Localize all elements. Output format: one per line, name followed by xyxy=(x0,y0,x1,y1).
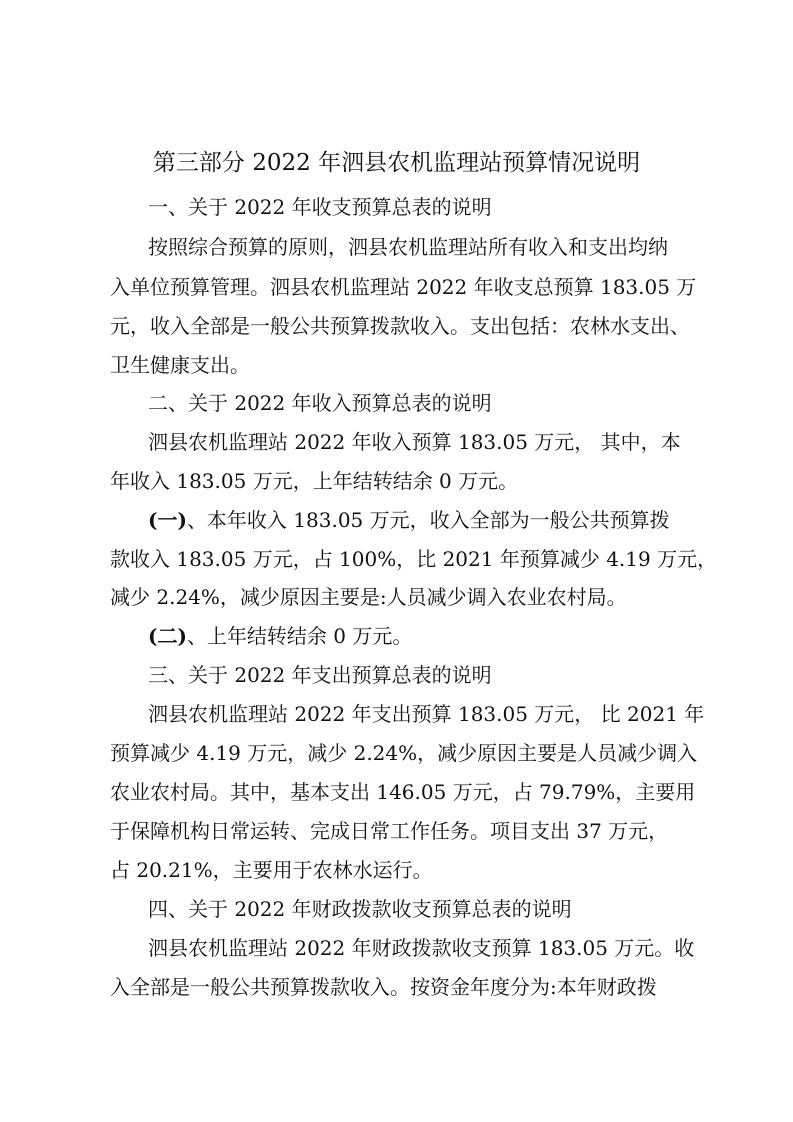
section-heading-2: 二、关于 2022 年收入预算总表的说明 xyxy=(148,391,492,415)
paragraph-line: 泗县农机监理站 2022 年支出预算 183.05 万元， 比 2021 年 xyxy=(148,702,705,726)
subsection-marker-2: (二) xyxy=(148,624,187,648)
paragraph-line: 于保障机构日常运转、完成日常工作任务。项目支出 37 万元， xyxy=(110,819,669,843)
paragraph-line: 入全部是一般公共预算拨款收入。按资金年度分为:本年财政拨 xyxy=(110,975,657,999)
paragraph-line: 占 20.21%，主要用于农林水运行。 xyxy=(110,858,433,882)
paragraph-line: 泗县农机监理站 2022 年收入预算 183.05 万元， 其中，本 xyxy=(148,430,681,454)
paragraph-line: 元，收入全部是一般公共预算拨款收入。支出包括：农林水支出、 xyxy=(110,314,690,338)
paragraph-line: 农业农村局。其中，基本支出 146.05 万元，占 79.79%，主要用 xyxy=(110,780,696,804)
page-title: 第三部分 2022 年泗县农机监理站预算情况说明 xyxy=(152,150,641,176)
section-heading-4: 四、关于 2022 年财政拨款收支预算总表的说明 xyxy=(148,897,572,921)
section-heading-1: 一、关于 2022 年收支预算总表的说明 xyxy=(148,195,492,219)
paragraph-line: 泗县农机监理站 2022 年财政拨款收支预算 183.05 万元。收 xyxy=(148,936,695,960)
paragraph-line: 减少 2.24%，减少原因主要是:人员减少调入农业农村局。 xyxy=(110,585,627,609)
subsection-marker-1: (一) xyxy=(148,508,187,532)
paragraph-line: 款收入 183.05 万元，占 100%，比 2021 年预算减少 4.19 万元， xyxy=(110,547,718,571)
paragraph-line: 按照综合预算的原则，泗县农机监理站所有收入和支出均纳 xyxy=(148,235,668,259)
paragraph-line: 卫生健康支出。 xyxy=(110,353,250,377)
paragraph-line: 入单位预算管理。泗县农机监理站 2022 年收支总预算 183.05 万 xyxy=(110,275,697,299)
paragraph-line: 预算减少 4.19 万元，减少 2.24%，减少原因主要是人员减少调入 xyxy=(110,741,698,765)
subsection-line-2 xyxy=(148,619,700,653)
subsection-text-2: 、上年结转结余 0 万元。 xyxy=(186,624,413,648)
paragraph-line: 年收入 183.05 万元，上年结转结余 0 万元。 xyxy=(110,469,519,493)
subsection-text-1: 、本年收入 183.05 万元，收入全部为一般公共预算拨 xyxy=(186,508,670,532)
subsection-line-1 xyxy=(148,503,700,537)
section-heading-3: 三、关于 2022 年支出预算总表的说明 xyxy=(148,663,492,687)
